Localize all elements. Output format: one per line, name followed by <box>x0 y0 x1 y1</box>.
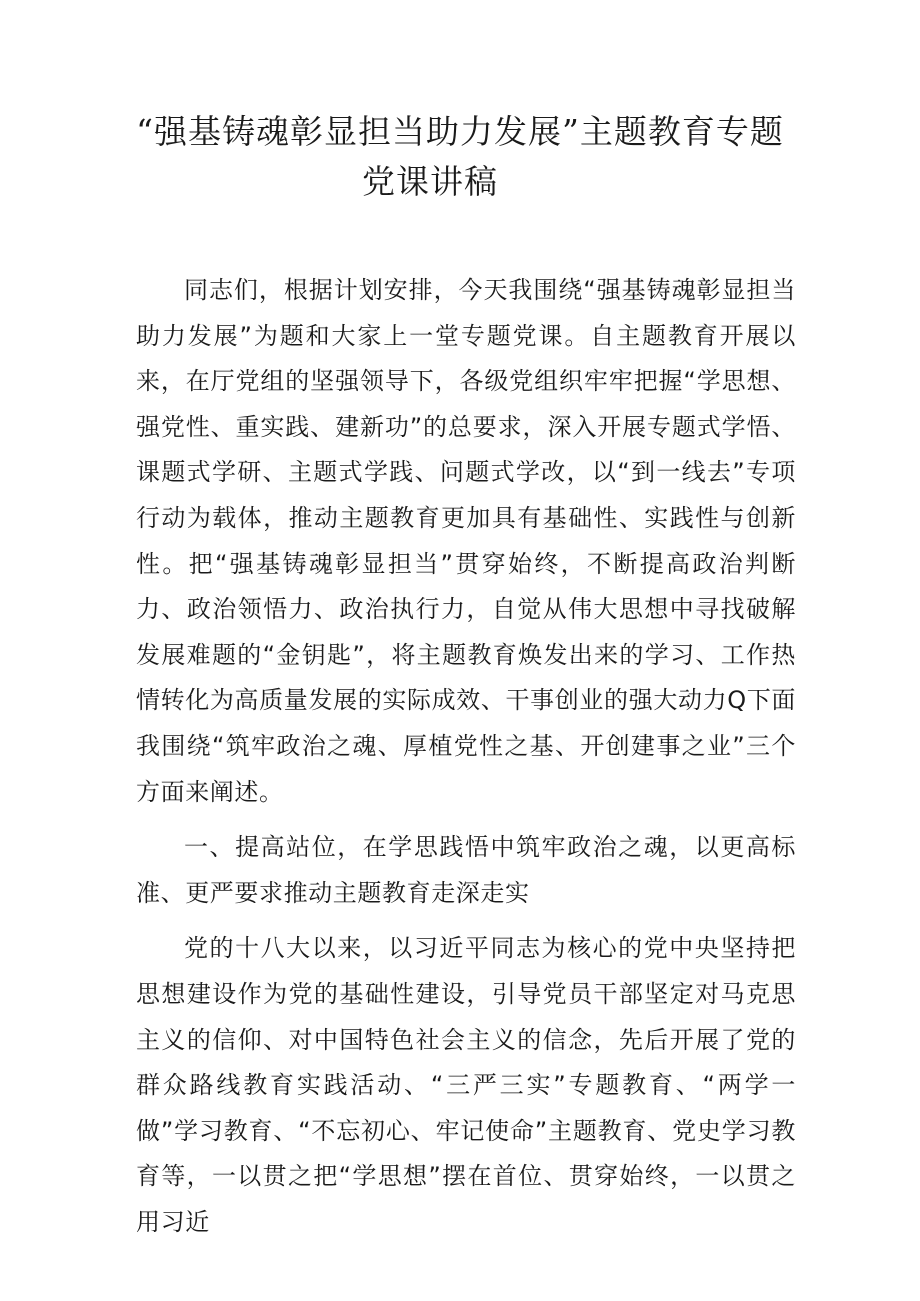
paragraph-intro: 同志们，根据计划安排，今天我围绕“强基铸魂彰显担当助力发展”为题和大家上一堂专题党课。自主题教育开展以来，在厅党组的坚强领导下，各级党组织牢牢把握“学思想、强党性、重实践、建新功”的总要求，深入开展专题式学悟、课题式学研、主题式学践、问题式学改，以“到一线去”专项行动为载体，推动主题教育更加具有基础性、实践性与创新性。把“强基铸魂彰显担当”贯穿始终，不断提高政治判断力、政治领悟力、政治执行力，自觉从伟大思想中寻找破解发展难题的“金钥匙”，将主题教育焕发出来的学习、工作热情转化为高质量发展的实际成效、干事创业的强大动力Q下面我围绕“筑牢政治之魂、厚植党性之基、开创建事之业”三个方面来阐述。 <box>136 276 796 806</box>
document-title-line-1: “强基铸魂彰显担当助力发展”主题教育专题 <box>136 112 784 151</box>
paragraph-section-1-body: 党的十八大以来，以习近平同志为核心的党中央坚持把思想建设作为党的基础性建设，引导党员干部坚定对马克思主义的信仰、对中国特色社会主义的信念，先后开展了党的群众路线教育实践活动、“三严三实”专题教育、“两学一做”学习教育、“不忘初心、牢记使命”主题教育、党史学习教育等，一以贯之把“学思想”摆在首位、贯穿始终，一以贯之用习近 <box>136 934 796 1236</box>
document-title-line-2: 党课讲稿 <box>362 162 498 201</box>
paragraph-section-heading-1: 一、提高站位，在学思践悟中筑牢政治之魂，以更高标准、更严要求推动主题教育走深走实 <box>136 833 796 907</box>
document-body <box>136 268 796 1245</box>
